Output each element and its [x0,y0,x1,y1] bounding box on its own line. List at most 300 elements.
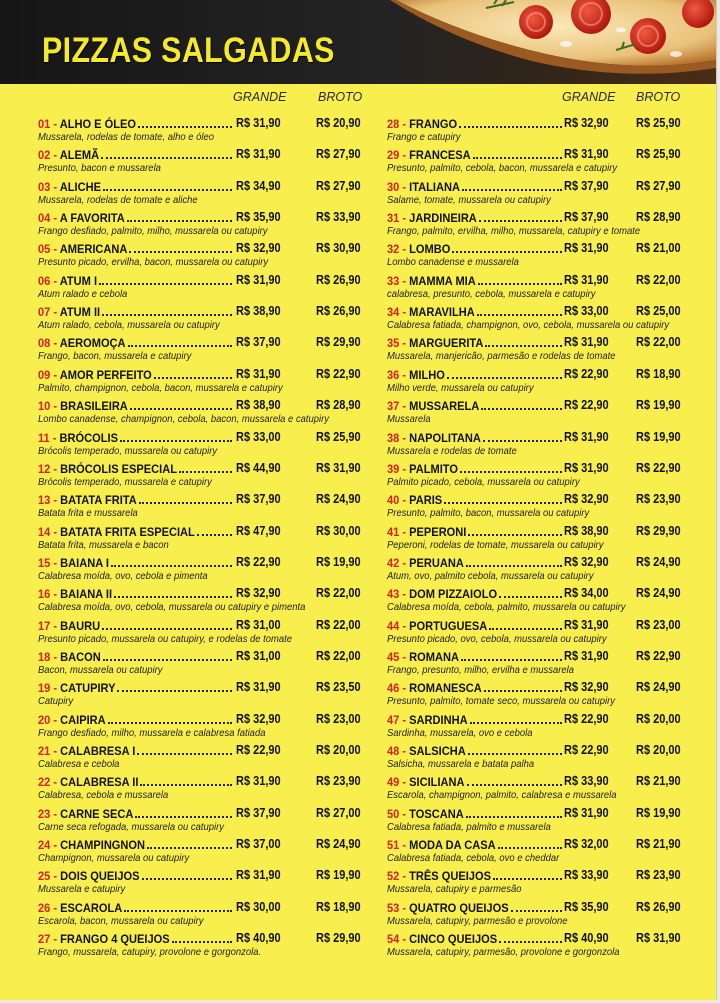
item-name: BAIANA II [60,587,113,602]
item-number: 06 [38,273,51,288]
item-description: Atum ralado e cebola [38,287,128,300]
item-title: 19 - CATUPIRY [38,681,116,696]
price-broto: R$ 19,90 [316,868,361,883]
item-name: BRÓCOLIS [59,430,118,445]
item-description: Presunto picado, ovo, cebola, mussarela ou catupiry [387,632,607,645]
item-number: 12 [38,461,51,476]
dot-leader [130,408,232,410]
item-name: AMOR PERFEITO [59,367,152,382]
item-description: Frango, mussarela, catupiry, provolone e gorgonzola. [38,946,262,959]
item-number: 48 [387,744,400,758]
price-broto: R$ 20,00 [636,711,681,726]
item-description: Calabresa moída, ovo, cebola e pimenta [38,569,208,582]
item-number: 52 [387,869,400,884]
item-name: PORTUGUESA [409,618,488,633]
item-number: 31 [387,211,400,226]
item-description: Mussarela, catupiry, parmesão, provolone e gorgonzola [387,946,620,959]
dot-leader [468,534,562,536]
price-broto: R$ 26,90 [316,304,361,319]
item-number: 13 [38,493,51,508]
menu-item [387,303,686,334]
dot-leader [499,596,562,598]
menu-item [38,240,366,271]
item-name: FRANGO 4 QUEIJOS [60,932,170,947]
item-name: ROMANESCA [409,681,482,696]
dot-leader [99,283,232,285]
item-title: 32 - LOMBO [387,242,451,257]
price-grande: R$ 37,90 [236,492,281,507]
price-grande: R$ 47,90 [236,523,281,538]
item-description: Mussarela e rodelas de tomate [387,444,517,457]
price-grande: R$ 31,90 [236,680,281,695]
item-name: A FAVORITA [59,211,125,226]
item-number: 24 [38,838,51,853]
dot-leader [179,471,232,473]
price-grande: R$ 37,90 [236,805,281,820]
price-broto: R$ 22,90 [316,366,361,381]
item-number: 02 [38,148,51,163]
item-title: 07 - ATUM II [38,305,101,320]
item-title: 30 - ITALIANA [387,179,460,194]
dot-leader [470,722,562,724]
menu-item [387,523,686,554]
menu-item [387,429,686,460]
menu-item [38,209,366,240]
menu-item [387,617,686,648]
menu-item [387,805,686,836]
item-title: 50 - TOSCANA [387,806,464,821]
dot-leader [154,377,232,379]
price-grande: R$ 31,90 [236,272,281,287]
item-number: 16 [38,587,51,602]
price-broto: R$ 21,90 [636,774,681,789]
item-number: 53 [387,900,400,915]
item-title: 11 - BRÓCOLIS [38,430,118,445]
menu-item [387,460,686,491]
item-description: Batata frita e mussarela [38,507,138,520]
item-number: 42 [387,555,400,570]
item-number: 21 [38,744,51,758]
dot-leader [197,534,232,536]
item-name: ALICHE [59,179,101,194]
dot-leader [128,345,232,347]
item-number: 49 [387,775,400,790]
item-title: 01 - ALHO E ÓLEO [38,117,137,131]
price-grande: R$ 22,90 [564,711,609,726]
item-description: Frango e catupiry [387,131,461,143]
item-title: 13 - BATATA FRITA [38,493,137,508]
item-name: TOSCANA [409,806,464,821]
item-number: 04 [38,211,51,226]
item-name: ESCAROLA [60,900,123,915]
item-name: SICILIANA [409,775,465,790]
item-number: 28 [387,117,400,131]
price-broto: R$ 27,90 [316,178,361,193]
item-title: 03 - ALICHE [38,179,101,194]
menu-item [38,397,366,428]
item-title: 37 - MUSSARELA [387,399,480,414]
column-header-grande-right: GRANDE [562,90,616,104]
item-description: Bacon, mussarela ou catupiry [38,663,163,676]
price-broto: R$ 25,90 [636,147,681,162]
item-number: 19 [38,681,51,696]
item-title: 41 - PEPERONI [387,524,467,539]
price-broto: R$ 31,90 [316,460,361,475]
price-broto: R$ 27,90 [316,147,361,162]
price-broto: R$ 27,00 [316,805,361,820]
item-title: 48 - SALSICHA [387,744,466,758]
menu-item [38,711,366,742]
item-name: BATATA FRITA ESPECIAL [60,524,195,539]
item-description: Salame, tomate, mussarela ou catupiry [387,193,551,206]
item-name: CARNE SECA [60,806,134,821]
dot-leader [102,314,232,316]
dot-leader [511,910,562,912]
item-description: Mussarela, catupiry, parmesão e provolone [387,914,568,927]
item-name: BATATA FRITA [60,493,137,508]
dot-leader [129,251,232,253]
item-title: 18 - BACON [38,649,101,664]
price-broto: R$ 23,50 [316,680,361,695]
item-number: 07 [38,305,51,320]
item-description: Catupiry [38,695,74,708]
item-number: 01 [38,117,51,131]
price-grande: R$ 31,90 [236,868,281,883]
price-broto: R$ 28,90 [316,398,361,413]
item-number: 15 [38,555,51,570]
price-broto: R$ 19,90 [636,398,681,413]
price-grande: R$ 22,90 [564,366,609,381]
dot-leader [140,784,232,786]
price-broto: R$ 19,90 [636,429,681,444]
item-name: FRANCESA [409,148,471,163]
price-grande: R$ 32,90 [564,680,609,695]
item-name: MILHO [409,367,445,382]
item-description: Presunto, palmito, tomate seco, mussarela ou catupiry [387,695,615,708]
price-broto: R$ 20,90 [316,116,361,130]
price-broto: R$ 24,90 [636,554,681,569]
price-broto: R$ 26,90 [316,272,361,287]
price-grande: R$ 40,90 [564,931,609,946]
price-grande: R$ 22,90 [236,554,281,569]
price-grande: R$ 22,90 [564,743,609,757]
item-number: 51 [387,838,400,853]
item-description: Calabresa moída, cebola, palmito, mussarela ou catupiry [387,601,626,614]
item-title: 26 - ESCAROLA [38,900,123,915]
dot-leader [111,565,232,567]
item-title: 14 - BATATA FRITA ESPECIAL [38,524,195,539]
dot-leader [484,690,562,692]
menu-item [387,867,686,898]
item-number: 32 [387,242,400,257]
menu-item [38,679,366,710]
item-description: Frango desfiado, palmito, milho, mussarela ou catupiry [38,225,268,238]
item-title: 33 - MAMMA MIA [387,273,476,288]
item-number: 30 [387,179,400,194]
item-title: 02 - ALEMÃ [38,148,100,163]
menu-item [387,836,686,867]
menu-item [38,554,366,585]
item-title: 28 - FRANGO [387,117,458,131]
price-broto: R$ 22,00 [316,648,361,663]
menu-item [38,272,366,303]
item-name: MARAVILHA [409,305,475,320]
page-title: PIZZAS SALGADAS [42,31,335,70]
dot-leader [127,220,232,222]
item-name: CAIPIRA [60,712,106,727]
item-description: Frango desfiado, milho, mussarela e calabresa fatiada [38,726,266,739]
item-number: 40 [387,493,400,508]
item-number: 27 [38,932,51,947]
dot-leader [103,659,232,661]
dot-leader [117,690,232,692]
item-description: Palmito picado, cebola, mussarela ou catupiry [387,475,580,488]
price-grande: R$ 31,90 [564,805,609,820]
price-broto: R$ 29,90 [316,931,361,946]
item-description: calabresa, presunto, cebola, mussarela e catupiry [387,287,596,300]
item-description: Mussarela [387,413,431,426]
price-grande: R$ 22,90 [236,743,281,757]
item-name: BAIANA I [60,555,109,570]
item-name: SARDINHA [409,712,468,727]
price-grande: R$ 35,90 [236,210,281,225]
price-grande: R$ 22,90 [564,398,609,413]
menu-item [387,679,686,710]
item-number: 22 [38,775,51,790]
price-grande: R$ 31,90 [564,335,609,350]
item-description: Milho verde, mussarela ou catupiry [387,381,534,394]
price-broto: R$ 18,90 [636,366,681,381]
price-grande: R$ 31,90 [564,648,609,663]
price-grande: R$ 38,90 [564,523,609,538]
item-title: 23 - CARNE SECA [38,806,134,821]
item-description: Escarola, champignon, palmito, calabresa e mussarela [387,789,617,802]
price-grande: R$ 31,90 [236,366,281,381]
menu-item [38,523,366,554]
item-name: FRANGO [409,117,458,131]
item-name: PARIS [409,493,443,508]
price-broto: R$ 30,90 [316,241,361,256]
item-title: 25 - DOIS QUEIJOS [38,869,140,884]
item-description: Carne seca refogada, mussarela ou catupiry [38,820,224,833]
dot-leader [462,189,562,191]
dot-leader [483,440,562,442]
header-banner [0,0,716,84]
item-title: 15 - BAIANA I [38,555,109,570]
price-broto: R$ 33,90 [316,210,361,225]
dot-leader [138,126,232,128]
menu-item [387,930,686,961]
item-name: AEROMOÇA [59,336,126,351]
pizza-slice-photo-icon [386,0,716,84]
price-broto: R$ 22,00 [316,617,361,632]
dot-leader [481,408,562,410]
price-broto: R$ 22,00 [636,272,681,287]
price-grande: R$ 32,90 [236,586,281,601]
menu-item [38,805,366,836]
dot-leader [468,753,562,755]
item-description: Atum, ovo, palmito cebola, mussarela ou catupiry [387,569,594,582]
item-name: SALSICHA [409,744,466,758]
item-number: 39 [387,461,400,476]
price-grande: R$ 31,90 [564,460,609,475]
item-description: Presunto, palmito, cebola, bacon, mussarela e catupiry [387,162,618,175]
item-title: 05 - AMERICANA [38,242,128,257]
item-title: 38 - NAPOLITANA [387,430,481,445]
price-grande: R$ 31,00 [236,617,281,632]
item-number: 23 [38,806,51,821]
item-title: 09 - AMOR PERFEITO [38,367,152,382]
price-grande: R$ 32,90 [564,554,609,569]
price-broto: R$ 23,00 [636,617,681,632]
price-grande: R$ 31,90 [236,116,281,130]
item-name: ATUM II [59,305,101,320]
item-title: 46 - ROMANESCA [387,681,482,696]
price-broto: R$ 25,90 [636,116,681,130]
item-name: CINCO QUEIJOS [409,932,498,947]
item-name: QUATRO QUEIJOS [409,900,509,915]
item-number: 25 [38,869,51,884]
item-name: ITALIANA [409,179,460,194]
item-number: 50 [387,806,400,821]
item-description: Calabresa fatiada, cebola, ovo e cheddar [387,852,560,865]
price-broto: R$ 21,90 [636,837,681,852]
dot-leader [444,502,562,504]
menu-item [387,397,686,428]
item-name: LOMBO [409,242,451,257]
price-broto: R$ 21,00 [636,241,681,256]
price-broto: R$ 28,90 [636,210,681,225]
dot-leader [477,314,562,316]
menu-item [387,711,686,742]
item-description: Sardinha, mussarela, ovo e cebola [387,726,533,739]
item-title: 54 - CINCO QUEIJOS [387,932,498,947]
item-number: 35 [387,336,400,351]
price-broto: R$ 20,00 [316,743,361,757]
item-title: 20 - CAIPIRA [38,712,106,727]
item-description: Peperoni, rodelas de tomate, mussarela ou catupiry [387,538,604,551]
menu-item [38,930,366,961]
item-number: 44 [387,618,400,633]
menu-item [38,491,366,522]
item-number: 29 [387,148,400,163]
item-title: 31 - JARDINEIRA [387,211,477,226]
menu-item [387,742,686,773]
item-number: 47 [387,712,400,727]
item-description: Lombo canadense e mussarela [387,256,519,269]
item-description: Escarola, bacon, mussarela ou catupiry [38,914,204,927]
item-number: 38 [387,430,400,445]
price-broto: R$ 29,90 [636,523,681,538]
item-number: 17 [38,618,51,633]
dot-leader [479,220,562,222]
item-title: 44 - PORTUGUESA [387,618,488,633]
dot-leader [102,628,232,630]
item-title: 51 - MODA DA CASA [387,838,496,853]
dot-leader [499,941,562,943]
menu-item [38,460,366,491]
price-grande: R$ 33,90 [564,774,609,789]
item-description: Calabresa moída, ovo, cebola, mussarela ou catupiry e pimenta [38,601,306,614]
menu-item [38,178,366,209]
item-number: 36 [387,367,400,382]
menu-item [38,334,366,365]
price-grande: R$ 33,90 [564,868,609,883]
menu-item [387,773,686,804]
menu-item [38,366,366,397]
item-title: 12 - BRÓCOLIS ESPECIAL [38,461,178,476]
item-title: 17 - BAURU [38,618,101,633]
item-description: Frango, presunto, milho, ervilha e mussarela [387,663,574,676]
item-title: 24 - CHAMPINGNON [38,838,146,853]
item-name: DOM PIZZAIOLO [409,587,498,602]
item-name: BRÓCOLIS ESPECIAL [60,461,178,476]
price-broto: R$ 30,00 [316,523,361,538]
price-broto: R$ 24,90 [316,492,361,507]
column-header-broto-left: BROTO [318,90,363,104]
item-title: 39 - PALMITO [387,461,458,476]
item-number: 03 [38,179,51,194]
item-number: 09 [38,367,51,382]
item-description: Mussarela, rodelas de tomate, alho e óleo [38,131,214,143]
menu-item [387,585,686,616]
item-number: 43 [387,587,400,602]
price-grande: R$ 33,00 [236,429,281,444]
item-number: 45 [387,649,400,664]
dot-leader [447,377,562,379]
item-title: 43 - DOM PIZZAIOLO [387,587,498,602]
menu-item [38,115,366,146]
dot-leader [120,440,232,442]
price-grande: R$ 30,00 [236,899,281,914]
item-number: 33 [387,273,400,288]
price-grande: R$ 38,90 [236,304,281,319]
dot-leader [466,565,562,567]
menu-item [387,366,686,397]
price-broto: R$ 22,90 [636,648,681,663]
price-broto: R$ 25,00 [636,304,681,319]
dot-leader [103,189,232,191]
item-number: 37 [387,399,400,414]
menu-item [387,491,686,522]
item-name: CALABRESA I [60,744,136,758]
dot-leader [467,784,562,786]
item-title: 42 - PERUANA [387,555,464,570]
dot-leader [498,847,562,849]
item-description: Frango, bacon, mussarela e catupiry [38,350,192,363]
dot-leader [124,910,232,912]
item-name: BRASILEIRA [60,399,128,414]
item-number: 05 [38,242,51,257]
item-name: PERUANA [409,555,464,570]
item-description: Brócolis temperado, mussarela ou catupiry [38,444,218,457]
item-name: BAURU [60,618,101,633]
item-number: 46 [387,681,400,696]
item-description: Presunto picado, mussarela ou catupiry, e rodelas de tomate [38,632,293,645]
dot-leader [466,816,562,818]
item-number: 34 [387,305,400,320]
item-description: Mussarela, rodelas de tomate e aliche [38,193,198,206]
dot-leader [478,283,562,285]
price-broto: R$ 24,90 [316,837,361,852]
item-description: Presunto, palmito, bacon, mussarela ou catupiry [387,507,590,520]
item-title: 06 - ATUM I [38,273,98,288]
item-name: TRÊS QUEIJOS [409,869,491,884]
item-title: 27 - FRANGO 4 QUEIJOS [38,932,170,947]
menu-item [387,334,686,365]
item-number: 10 [38,399,51,414]
menu-item [387,899,686,930]
